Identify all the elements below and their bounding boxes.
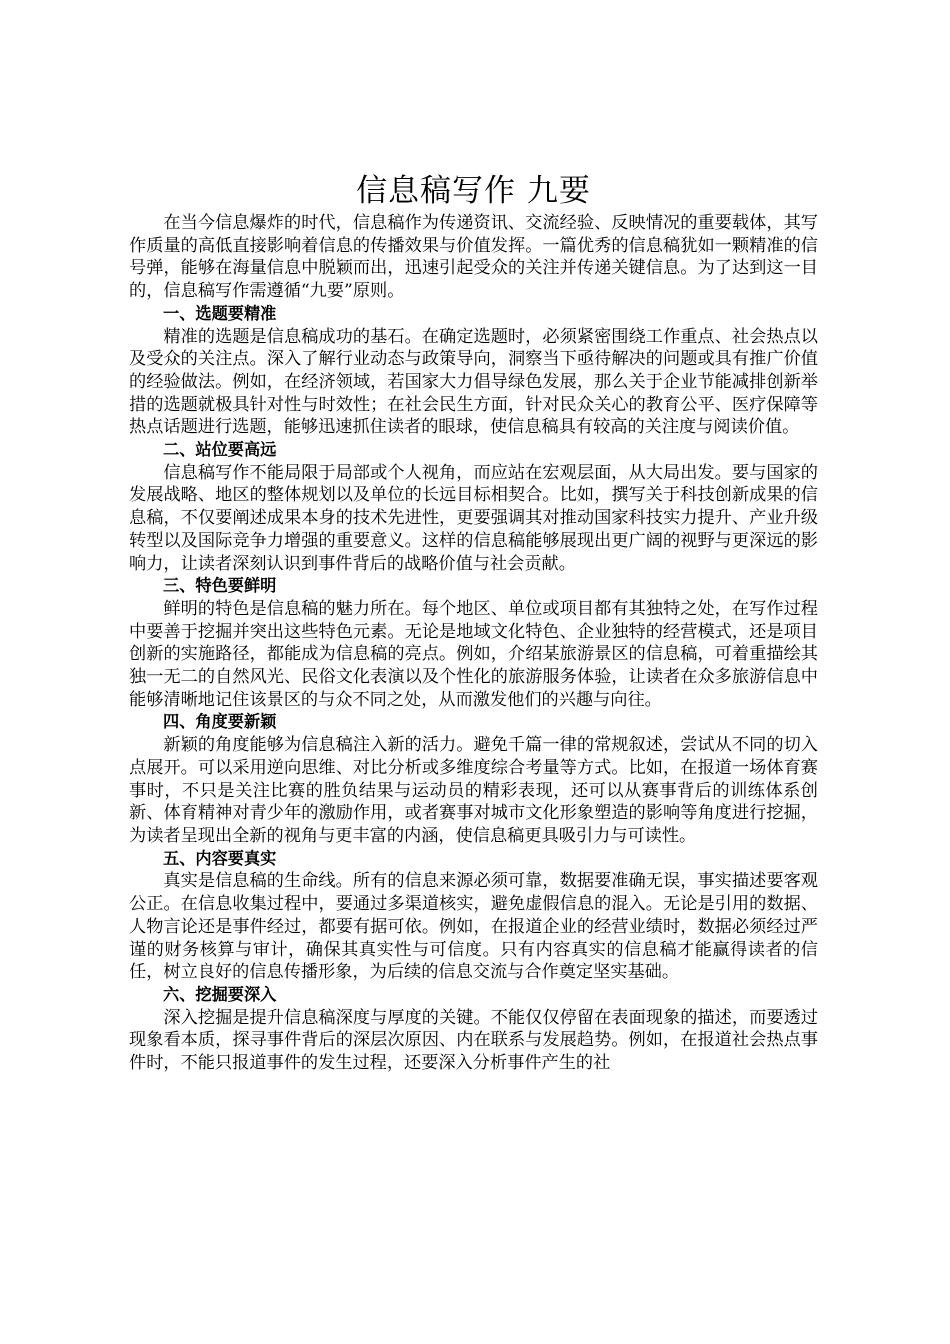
section-heading: 六、挖掘要深入	[163, 984, 277, 1004]
document-title: 信息稿写作 九要	[356, 173, 591, 209]
section-6	[129, 984, 818, 1075]
section-body: 信息稿写作不能局限于局部或个人视角，而应站在宏观层面，从大局出发。要与国家的发展战略、地区的整体规划以及单位的长远目标相契合。比如，撰写关于科技创新成果的信息稿，不仅要阐述成果本身的技术先进性，更要强调其对推动国家科技实力提升、产业升级转型以及国际竞争力增强的重要意义。这样的信息稿能够展现出更广阔的视野与更深远的影响力，让读者深刻认识到事件背后的战略价值与社会贡献。	[129, 462, 818, 574]
section-4	[129, 711, 818, 847]
section-heading: 四、角度要新颖	[163, 712, 277, 732]
section-body: 真实是信息稿的生命线。所有的信息来源必须可靠，数据要准确无误，事实描述要客观公正。在信息收集过程中，要通过多渠道核实，避免虚假信息的混入。无论是引用的数据、人物言论还是事件经过，都要有据可依。例如，在报道企业的经营业绩时，数据必须经过严谨的财务核算与审计，确保其真实性与可信度。只有内容真实的信息稿才能赢得读者的信任，树立良好的信息传播形象，为后续的信息交流与合作奠定坚实基础。	[129, 871, 818, 983]
section-2	[129, 439, 818, 575]
section-5	[129, 848, 818, 984]
section-1	[129, 303, 818, 439]
section-body: 精准的选题是信息稿成功的基石。在确定选题时，必须紧密围绕工作重点、社会热点以及受众的关注点。深入了解行业动态与政策导向，洞察当下亟待解决的问题或具有推广价值的经验做法。例如，在经济领域，若国家大力倡导绿色发展，那么关于企业节能减排创新举措的选题就极具针对性与时效性；在社会民生方面，针对民众关心的教育公平、医疗保障等热点话题进行选题，能够迅速抓住读者的眼球，使信息稿具有较高的关注度与阅读价值。	[129, 326, 818, 438]
document-content	[129, 170, 818, 1075]
intro-paragraph: 在当今信息爆炸的时代，信息稿作为传递资讯、交流经验、反映情况的重要载体，其写作质量的高低直接影响着信息的传播效果与价值发挥。一篇优秀的信息稿犹如一颗精准的信号弹，能够在海量信息中脱颖而出，迅速引起受众的关注并传递关键信息。为了达到这一目的，信息稿写作需遵循“九要”原则。	[129, 213, 818, 302]
section-body: 鲜明的特色是信息稿的魅力所在。每个地区、单位或项目都有其独特之处，在写作过程中要善于挖掘并突出这些特色元素。无论是地域文化特色、企业独特的经营模式，还是项目创新的实施路径，都能成为信息稿的亮点。例如，介绍某旅游景区的信息稿，可着重描绘其独一无二的自然风光、民俗文化表演以及个性化的旅游服务体验，让读者在众多旅游信息中能够清晰地记住该景区的与众不同之处，从而激发他们的兴趣与向往。	[129, 598, 818, 710]
section-3	[129, 575, 818, 711]
section-heading: 一、选题要精准	[163, 303, 277, 323]
section-body: 新颖的角度能够为信息稿注入新的活力。避免千篇一律的常规叙述，尝试从不同的切入点展开。可以采用逆向思维、对比分析或多维度综合考量等方式。比如，在报道一场体育赛事时，不只是关注比赛的胜负结果与运动员的精彩表现，还可以从赛事背后的训练体系创新、体育精神对青少年的激励作用，或者赛事对城市文化形象塑造的影响等角度进行挖掘，为读者呈现出全新的视角与更丰富的内涵，使信息稿更具吸引力与可读性。	[129, 735, 818, 846]
section-heading: 二、站位要高远	[163, 440, 277, 460]
section-heading: 三、特色要鲜明	[163, 576, 277, 596]
section-body: 深入挖掘是提升信息稿深度与厚度的关键。不能仅仅停留在表面现象的描述，而要透过现象看本质，探寻事件背后的深层次原因、内在联系与发展趋势。例如，在报道社会热点事件时，不能只报道事件的发生过程，还要深入分析事件产生的社	[129, 1007, 818, 1074]
section-heading: 五、内容要真实	[163, 848, 277, 868]
